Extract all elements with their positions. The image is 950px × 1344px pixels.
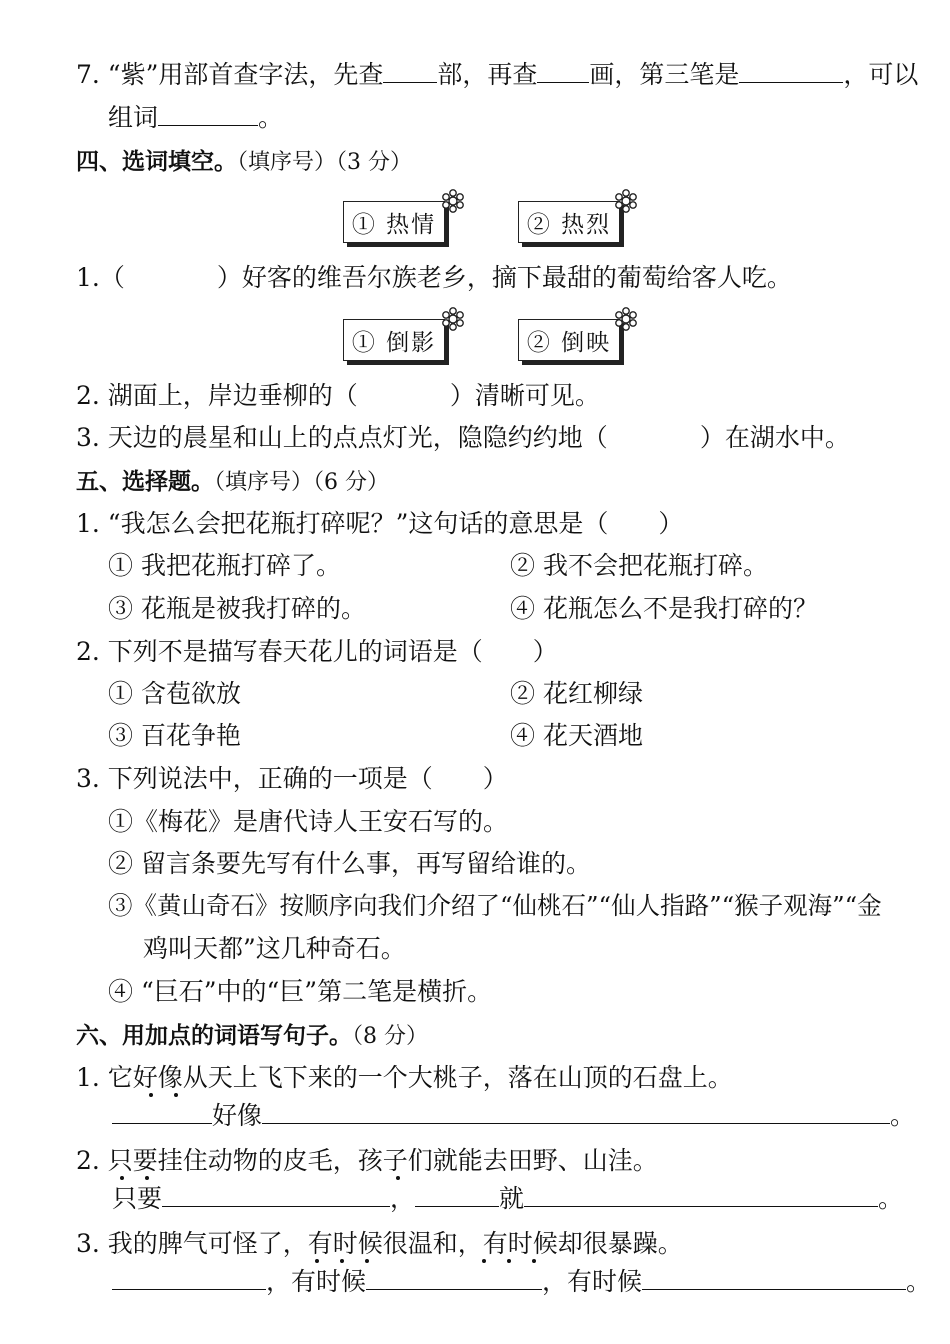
q7-text-e: 组词 bbox=[108, 103, 159, 132]
s5-q2: 2. 下列不是描写春天花儿的词语是（ ） bbox=[76, 637, 558, 666]
emphasis-dot bbox=[340, 1259, 344, 1263]
s6-word-haoxiang: 好像 bbox=[212, 1101, 263, 1130]
s6-end-2: 。 bbox=[878, 1184, 904, 1213]
s5-q1-option-3[interactable]: ③ 花瓶是被我打碎的。 bbox=[108, 594, 366, 623]
section5-title: 五、选择题。 bbox=[76, 469, 214, 495]
s6-word-zhiyao: 只要 bbox=[112, 1184, 163, 1213]
q7-text-b: 部，再查 bbox=[437, 60, 538, 89]
s6-end-1: 。 bbox=[890, 1101, 916, 1130]
s5-q2-option-3[interactable]: ③ 百花争艳 bbox=[108, 721, 241, 750]
section4-title: 四、选词填空。 bbox=[76, 149, 237, 175]
s6-blank-3a[interactable] bbox=[112, 1287, 266, 1290]
emphasis-dot bbox=[482, 1259, 486, 1263]
s6-word-youshihou-2: ，有时候 bbox=[542, 1267, 643, 1296]
q7-line2 bbox=[108, 105, 283, 130]
s5-q3-option-1[interactable]: ①《梅花》是唐代诗人王安石写的。 bbox=[108, 807, 509, 836]
s4-q3 bbox=[76, 425, 850, 450]
s6-word-jiu: 就 bbox=[499, 1184, 525, 1213]
s4-q1-text: ）好客的维吾尔族老乡，摘下最甜的葡萄给客人吃。 bbox=[216, 263, 792, 292]
s6-answer-1 bbox=[112, 1103, 915, 1128]
s6-blank-2a[interactable] bbox=[162, 1204, 390, 1207]
s4-q1-open: （ bbox=[99, 263, 125, 292]
section6-heading bbox=[76, 1022, 428, 1048]
q7-blank-radical[interactable] bbox=[383, 80, 437, 83]
s6-blank-2c[interactable] bbox=[524, 1204, 878, 1207]
q7-blank-strokes[interactable] bbox=[537, 80, 589, 83]
s5-q3-option-3-cont: 鸡叫天都”这几种奇石。 bbox=[143, 934, 406, 963]
emphasis-dot bbox=[174, 1093, 178, 1097]
s5-q3: 3. 下列说法中，正确的一项是（ ） bbox=[76, 764, 508, 793]
section6-note: （8 分） bbox=[352, 1024, 428, 1049]
word-box-daoying2: ② 倒映 bbox=[518, 319, 620, 361]
section4-note: （填序号）（3 分） bbox=[237, 150, 412, 175]
s4-q2-text-b: ）清晰可见。 bbox=[449, 381, 600, 410]
emphasis-dot bbox=[315, 1259, 319, 1263]
s6-end-3: 。 bbox=[906, 1267, 932, 1296]
section6-title: 六、用加点的词语写句子。 bbox=[76, 1023, 352, 1049]
s6-blank-3b[interactable] bbox=[366, 1287, 542, 1290]
s6-sentence-1: 1. 它好像从天上飞下来的一个大桃子，落在山顶的石盘上。 bbox=[76, 1063, 733, 1092]
s6-blank-3c[interactable] bbox=[642, 1287, 906, 1290]
s6-sentence-3: 3. 我的脾气可怪了，有时候很温和，有时候却很暴躁。 bbox=[76, 1229, 683, 1258]
q7-text-d: ，可以 bbox=[843, 60, 919, 89]
q7-line1 bbox=[76, 62, 918, 87]
flower-icon bbox=[614, 307, 638, 331]
q7-text-f: 。 bbox=[258, 103, 284, 132]
s6-blank-2b[interactable] bbox=[415, 1204, 499, 1207]
s5-q2-option-2[interactable]: ② 花红柳绿 bbox=[510, 679, 643, 708]
s6-sentence-2: 2. 只要挂住动物的皮毛，孩子们就能去田野、山洼。 bbox=[76, 1146, 658, 1175]
q7-blank-third-stroke[interactable] bbox=[739, 80, 843, 83]
flower-icon bbox=[614, 189, 638, 213]
s6-blank-1a[interactable] bbox=[112, 1121, 212, 1124]
s5-q3-option-2[interactable]: ② 留言条要先写有什么事，再写留给谁的。 bbox=[108, 849, 591, 878]
word-box-daoying: ① 倒影 bbox=[343, 319, 445, 361]
q7-text-c: 画，第三笔是 bbox=[589, 60, 740, 89]
s5-q1-option-2[interactable]: ② 我不会把花瓶打碎。 bbox=[510, 551, 768, 580]
emphasis-dot bbox=[532, 1259, 536, 1263]
s4-q2-text-a: 2. 湖面上，岸边垂柳的（ bbox=[76, 381, 358, 410]
flower-icon bbox=[441, 189, 465, 213]
s5-q1-option-1[interactable]: ① 我把花瓶打碎了。 bbox=[108, 551, 341, 580]
s5-q3-option-4[interactable]: ④ “巨石”中的“巨”第二笔是横折。 bbox=[108, 977, 493, 1006]
section5-note: （填序号）（6 分） bbox=[214, 470, 389, 495]
s5-q1-option-4[interactable]: ④ 花瓶怎么不是我打碎的？ bbox=[510, 594, 818, 623]
s4-q2 bbox=[76, 383, 600, 408]
emphasis-dot bbox=[149, 1093, 153, 1097]
emphasis-dot bbox=[145, 1176, 149, 1180]
s6-word-youshihou-1: ，有时候 bbox=[266, 1267, 367, 1296]
emphasis-dot bbox=[365, 1259, 369, 1263]
s6-comma-2: ， bbox=[390, 1184, 416, 1213]
s4-q3-text-a: 3. 天边的晨星和山上的点点灯光，隐隐约约地（ bbox=[76, 423, 608, 452]
section5-heading bbox=[76, 468, 389, 494]
section4-heading bbox=[76, 148, 412, 174]
s6-blank-1b[interactable] bbox=[262, 1121, 890, 1124]
s6-answer-2 bbox=[112, 1186, 903, 1211]
s5-q2-option-4[interactable]: ④ 花天酒地 bbox=[510, 721, 643, 750]
s4-q3-text-b: ）在湖水中。 bbox=[699, 423, 850, 452]
s5-q1: 1. “我怎么会把花瓶打碎呢？”这句话的意思是（ ） bbox=[76, 509, 684, 538]
q7-text-a: 7. “紫”用部首查字法，先查 bbox=[76, 60, 384, 89]
s5-q2-option-1[interactable]: ① 含苞欲放 bbox=[108, 679, 241, 708]
emphasis-dot bbox=[120, 1176, 124, 1180]
emphasis-dot bbox=[507, 1259, 511, 1263]
q7-blank-word[interactable] bbox=[158, 123, 258, 126]
s4-q1 bbox=[76, 265, 792, 290]
word-box-rexing: ① 热情 bbox=[343, 201, 445, 243]
emphasis-dot bbox=[396, 1176, 400, 1180]
s5-q3-option-3[interactable]: ③《黄山奇石》按顺序向我们介绍了“仙桃石”“仙人指路”“猴子观海”“金 bbox=[108, 891, 882, 920]
word-box-relie: ② 热烈 bbox=[518, 201, 620, 243]
s6-answer-3 bbox=[112, 1269, 931, 1294]
flower-icon bbox=[441, 307, 465, 331]
s4-q1-num: 1. bbox=[76, 263, 100, 292]
